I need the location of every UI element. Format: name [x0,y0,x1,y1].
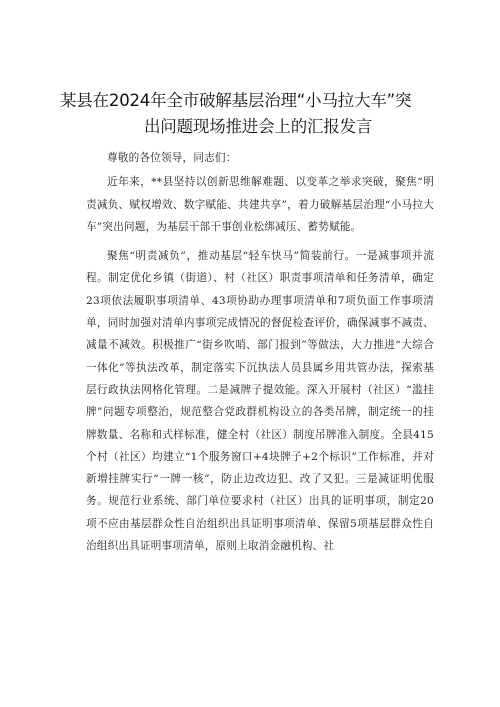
paragraph-intro: 近年来，**县坚持以创新思维解难题、以变革之举求突破，聚焦“明责减负、赋权增效、数字赋能、共建共享”，着力破解基层治理“小马拉大车”突出问题，为基层干部干事创业松绑减压、蓄势赋能。 [86,176,434,233]
title-line-1: 某县在2024年全市破解基层治理“小马拉大车”突 [60,91,412,110]
salutation: 尊敬的各位领导，同志们： [107,152,237,164]
paragraph-measures: 聚焦“明责减负”，推动基层“轻车快马”简装前行。一是减事项并流程。制定优化乡镇（街道）、村（社区）职责事项清单和任务清单，确定23项依法履职事项清单、43项协助办理事项清单和7项负面工作事项清单，同时加强对清单内事项完成情况的督促检查评价，确保减事不减责、减量不减效。积极推广“街乡吹哨、部门报到”等做法，大力推进“大综合一体化”等执法改革，制定落实下沉执法人员县属乡用共管办法，探索基层行政执法网格化管理。二是减牌子提效能。深入开展村（社区）“滥挂牌”问题专项整治，规范整合党政群机构设立的各类吊牌，制定统一的挂牌数量、名称和式样标准，健全村（社区）制度吊牌准入制度。全县415个村（社区）均建立“1个服务窗口+4块牌子+2个标识”工作标准，并对新增挂牌实行“一牌一核”，防止边改边犯、改了又犯。三是减证明优服务。规范行业系统、部门单位要求村（社区）出具的证明事项，制定20项不应由基层群众性自治组织出具证明事项清单、保留5项基层群众性自治组织出具证明事项清单，原则上取消金融机构、社 [86,250,434,553]
document-title [60,88,460,140]
title-line-2: 出问题现场推进会上的汇报发言 [144,117,373,136]
document-body [86,147,434,557]
